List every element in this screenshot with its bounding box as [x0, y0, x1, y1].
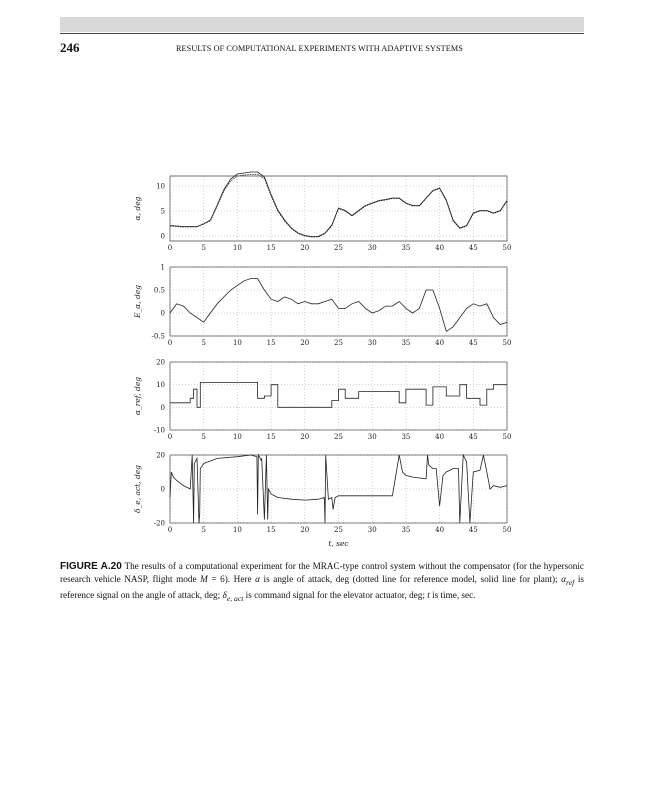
panel-0-xtick-label: 15 — [266, 244, 276, 252]
caption-label: FIGURE A.20 — [60, 561, 122, 572]
panel-2-xtick-label: 45 — [468, 433, 478, 441]
panel-2-xtick-label: 5 — [201, 433, 206, 441]
panel-2-ytick-label: 0 — [160, 403, 165, 412]
panel-2-xtick-label: 0 — [167, 433, 173, 441]
caption-text-5: is command signal for the elevator actuator, deg; — [243, 589, 428, 600]
panel-1-ytick-label: 1 — [160, 263, 165, 272]
panel-0-xtick-label: 35 — [401, 244, 411, 252]
panel-0-xtick-label: 0 — [167, 244, 173, 252]
panel-3-xtick-label: 5 — [201, 526, 206, 534]
panel-0-ytick-label: 0 — [160, 232, 165, 241]
caption-text-3: is angle of attack, deg (dotted line for reference model, solid line for plant); — [259, 574, 562, 584]
panel-3-xtick-label: 35 — [401, 526, 411, 534]
panel-0-ytick-label: 10 — [156, 182, 165, 191]
panel-2-ytick-label: 20 — [156, 358, 165, 367]
panel-0-ytick-label: 5 — [160, 207, 165, 216]
panel-1-xtick-label: 5 — [201, 339, 206, 347]
panel-2-ytick-label: -10 — [153, 426, 165, 435]
panel-0-series-1 — [170, 172, 507, 237]
panel-3-ylabel: δ_e, act, deg — [133, 465, 142, 513]
panel-0-xtick-label: 10 — [232, 244, 242, 252]
panel-3-xtick-label: 45 — [468, 526, 478, 534]
panel-3-xtick-label: 50 — [502, 526, 512, 534]
panel-1-frame — [170, 267, 507, 336]
panel-3-ytick-label: 20 — [156, 451, 165, 460]
caption-text-1: The results of a computational experiment for the MRAC-type control system without the compensator (for the hypersonic research vehicle NASP, flight mode — [60, 561, 585, 584]
panel-0-xtick-label: 25 — [334, 244, 343, 252]
panel-1-xtick-label: 20 — [300, 339, 310, 347]
panel-1-ytick-label: 0.5 — [153, 286, 165, 295]
panel-0-xtick-label: 30 — [367, 244, 377, 252]
caption-symbol-alpha: α — [255, 574, 260, 584]
panel-3-xtick-label: 15 — [266, 526, 276, 534]
panel-3-xtick-label: 30 — [367, 526, 377, 534]
panel-2-xtick-label: 40 — [435, 433, 445, 441]
panel-1-xtick-label: 10 — [232, 339, 242, 347]
caption-text-6: is time, sec. — [429, 589, 476, 600]
running-title: RESULTS OF COMPUTATIONAL EXPERIMENTS WITH ADAPTIVE SYSTEMS — [176, 44, 463, 53]
panel-1-xtick-label: 40 — [435, 339, 445, 347]
panel-2-ylabel: α_ref, deg — [133, 376, 142, 416]
x-axis-label: t, sec — [328, 539, 349, 548]
panel-0-xtick-label: 40 — [435, 244, 445, 252]
panel-3-ytick-label: 0 — [160, 485, 165, 494]
panel-0-xtick-label: 50 — [502, 244, 512, 252]
figure-caption — [60, 560, 584, 605]
panel-0-xtick-label: 20 — [300, 244, 310, 252]
panel-2-xtick-label: 30 — [367, 433, 377, 441]
panel-0-xtick-label: 5 — [201, 244, 206, 252]
caption-symbol-delta: δ — [222, 589, 227, 600]
panel-2-xtick-label: 25 — [334, 433, 343, 441]
caption-symbol-t: t — [427, 589, 430, 600]
panel-3-xtick-label: 25 — [334, 526, 343, 534]
panel-2-xtick-label: 20 — [300, 433, 310, 441]
panel-1-ylabel: E_α, deg — [133, 284, 142, 319]
panel-2-ytick-label: 10 — [156, 381, 165, 390]
panel-0-xtick-label: 45 — [468, 244, 478, 252]
panel-3-xtick-label: 0 — [167, 526, 173, 534]
caption-symbol-alpha-ref: α — [561, 574, 567, 584]
panel-2-xtick-label: 35 — [401, 433, 411, 441]
panel-3-ytick-label: -20 — [153, 519, 165, 528]
panel-1-xtick-label: 30 — [367, 339, 377, 347]
panel-1-xtick-label: 0 — [167, 339, 173, 347]
caption-sub-eact: e, act — [226, 593, 244, 603]
panel-2-xtick-label: 10 — [232, 433, 242, 441]
caption-symbol-M: M — [200, 574, 208, 584]
panel-1-xtick-label: 45 — [468, 339, 478, 347]
caption-text-4: is reference signal on the angle of attack, deg; — [60, 574, 584, 600]
panel-1-ytick-label: 0 — [160, 309, 165, 318]
panel-3-xtick-label: 20 — [300, 526, 310, 534]
panel-0-ylabel: α, deg — [133, 196, 142, 221]
panel-1-xtick-label: 25 — [334, 339, 343, 347]
caption-sub-ref: ref — [566, 577, 575, 587]
panel-1-series-0 — [170, 279, 507, 332]
panel-3-xtick-label: 40 — [435, 526, 445, 534]
panel-1-ytick-label: -0.5 — [151, 332, 165, 341]
page-number: 246 — [60, 40, 80, 55]
panel-1-xtick-label: 35 — [401, 339, 411, 347]
panel-2-xtick-label: 50 — [502, 433, 512, 441]
panel-2-xtick-label: 15 — [266, 433, 276, 441]
panel-1-xtick-label: 50 — [502, 339, 512, 347]
panel-3-xtick-label: 10 — [232, 526, 242, 534]
caption-text-2: = 6). Here — [207, 574, 256, 584]
panel-1-xtick-label: 15 — [266, 339, 276, 347]
